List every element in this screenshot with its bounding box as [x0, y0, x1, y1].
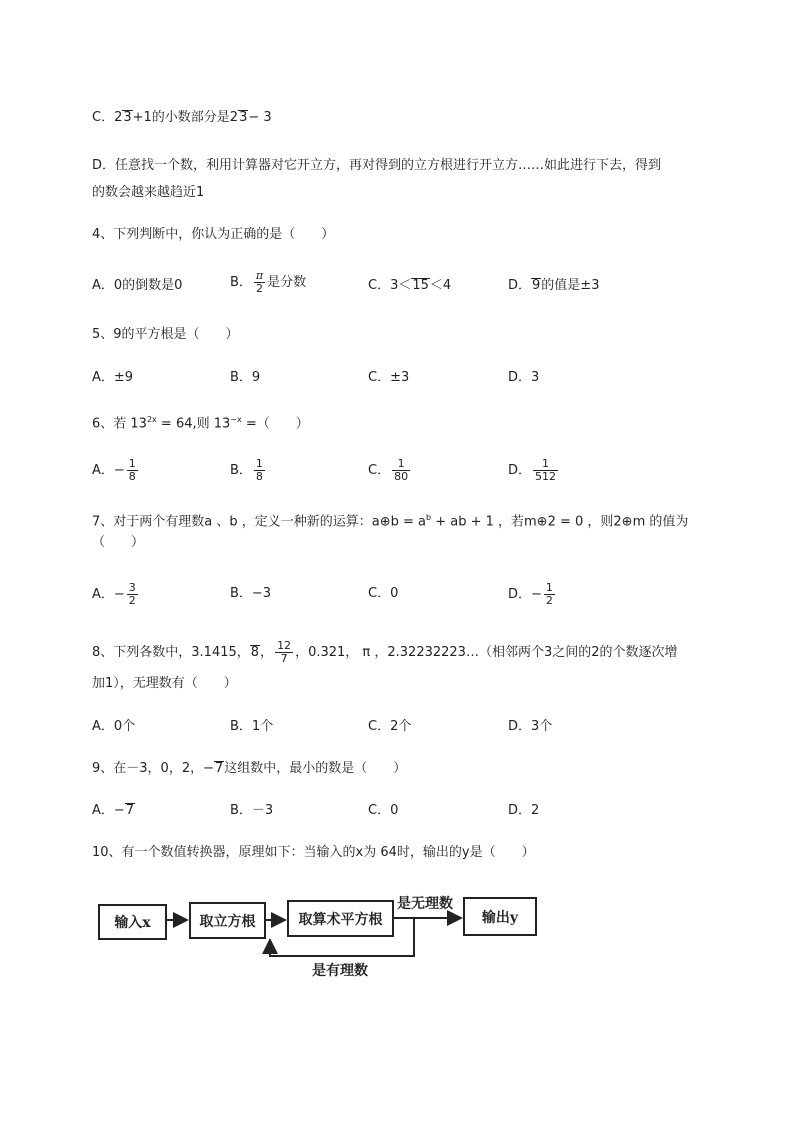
q8-option-a: A．0个: [92, 719, 136, 734]
question-8-stem-line1: 8、下列各数中，3.1415，8， $\frac{12}{7}$ ，0.321， π ，2.32232223…（相邻两个3之间的2的个数逐次增: [92, 639, 678, 665]
q5-option-c: C．±3: [368, 370, 410, 385]
q5-option-a: A．±9: [92, 370, 134, 385]
option-d-prev-line1: D．任意找一个数，利用计算器对它开立方，再对得到的立方根进行开立方……如此进行下去，得到: [92, 158, 662, 173]
question-7-stem-line1: 7、对于两个有理数a 、b ，定义一种新的运算：a⊕b = $a^b$ + ab + 1 ，若m⊕2 = 0 ，则2⊕m 的值为: [92, 513, 689, 530]
fraction: $\frac{12}{7}$: [277, 639, 292, 665]
fraction: $\frac{3}{2}$: [128, 581, 136, 607]
sqrt-8: 8: [250, 645, 260, 660]
input-box: 输入x: [98, 904, 167, 940]
fraction: $\frac{1}{2}$: [545, 581, 553, 607]
sqrt-3b: 3: [239, 110, 248, 125]
rational-label: 是有理数: [312, 963, 368, 979]
sqrt-15: 15: [412, 278, 429, 293]
q8-option-b: B．1个: [230, 719, 274, 734]
q5-option-b: B．9: [230, 370, 261, 385]
q5-option-d: D．3: [508, 370, 540, 385]
q9-option-c: C．0: [368, 803, 399, 818]
question-5-stem: 5、9的平方根是（ ）: [92, 327, 239, 342]
sqrt-9: 9: [532, 278, 541, 293]
q4-option-a: A．0的倒数是0: [92, 278, 183, 293]
option-c-prev: C．23+1的小数部分是23− 3: [92, 110, 272, 125]
q6-option-d: D． $\frac{1}{512}$: [508, 457, 557, 483]
q7-option-b: B．−3: [230, 586, 272, 601]
question-4-stem: 4、下列判断中，你认为正确的是（ ）: [92, 227, 335, 242]
question-10-stem: 10、有一个数值转换器，原理如下：当输入的x为 64时，输出的y是（ ）: [92, 845, 535, 860]
sqrt-7: 7: [214, 761, 224, 776]
fraction: $\frac{1}{8}$: [128, 457, 136, 483]
sqrt-3: 3: [123, 110, 132, 125]
q6-option-a: A．− $\frac{1}{8}$: [92, 457, 136, 483]
question-7-stem-line2: （ ）: [92, 535, 145, 550]
output-box: 输出y: [463, 897, 537, 936]
fraction: $\frac{1}{80}$: [394, 457, 409, 483]
q6-option-c: C． $\frac{1}{80}$: [368, 457, 409, 483]
q7-option-a: A．− $\frac{3}{2}$: [92, 581, 136, 607]
sqrt-box: 取算术平方根: [287, 900, 394, 937]
q7-option-d: D．− $\frac{1}{2}$: [508, 581, 553, 607]
q4-option-d: D．9的值是±3: [508, 278, 600, 293]
q8-option-d: D．3个: [508, 719, 553, 734]
question-9-stem: 9、在－3，0，2，−7这组数中，最小的数是（ ）: [92, 761, 407, 776]
q9-option-d: D．2: [508, 803, 540, 818]
sqrt-7: 7: [125, 803, 135, 818]
option-d-prev-line2: 的数会越来越趋近1: [92, 185, 205, 200]
fraction: $\frac{\pi}{2}$: [255, 269, 264, 295]
irrational-label: 是无理数: [397, 896, 453, 912]
fraction: $\frac{1}{8}$: [255, 457, 263, 483]
q4-option-c: C．3＜15＜4: [368, 278, 452, 293]
fraction: $\frac{1}{512}$: [535, 457, 557, 483]
q9-option-a: A．−7: [92, 803, 135, 818]
q6-option-b: B． $\frac{1}{8}$: [230, 457, 263, 483]
cube-root-box: 取立方根: [189, 902, 266, 939]
question-8-stem-line2: 加1），无理数有（ ）: [92, 676, 237, 691]
q8-option-c: C．2个: [368, 719, 412, 734]
q7-option-c: C．0: [368, 586, 399, 601]
q9-option-b: B．－3: [230, 803, 274, 818]
question-6-stem: 6、若 $13^{2x} = 64$,则 $13^{-x}$ =（ ）: [92, 415, 309, 432]
q4-option-b: B． $\frac{\pi}{2}$ 是分数: [230, 269, 307, 295]
